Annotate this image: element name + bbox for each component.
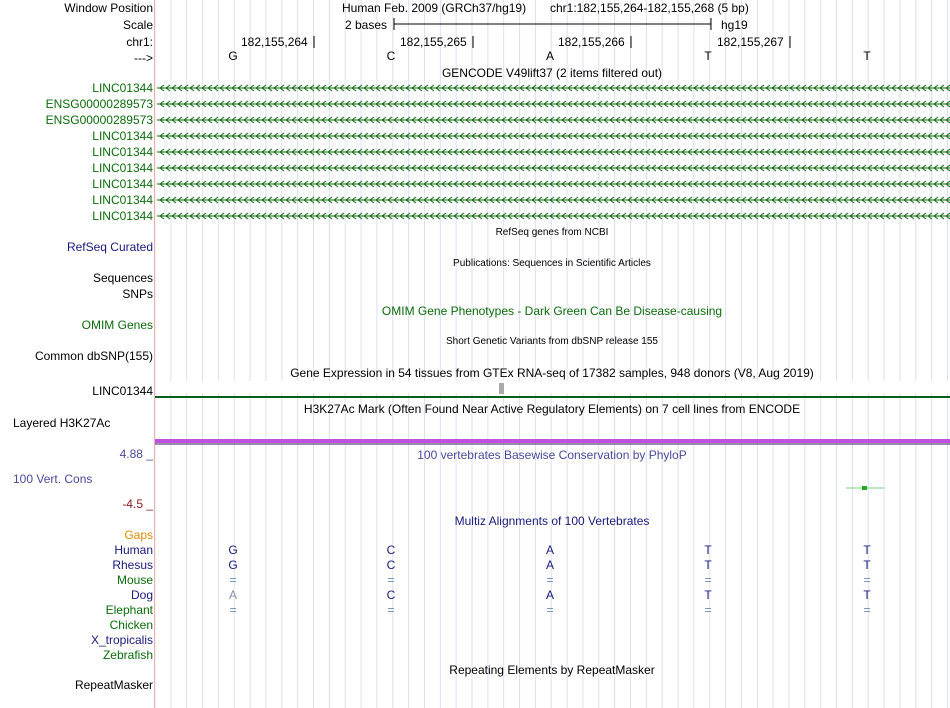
- alignment-base: T: [863, 543, 871, 557]
- snps-label[interactable]: SNPs: [122, 287, 153, 301]
- species-label[interactable]: Elephant: [105, 603, 153, 617]
- alignment-base: =: [229, 603, 237, 617]
- phylop-min: -4.5 _: [122, 497, 153, 511]
- alignment-base: =: [863, 603, 871, 617]
- scale-text: 2 bases: [345, 18, 388, 32]
- gene-label[interactable]: LINC01344: [92, 209, 153, 223]
- alignment-base: =: [704, 573, 712, 587]
- alignment-base: G: [228, 558, 238, 572]
- species-label[interactable]: X_tropicalis: [90, 633, 153, 647]
- coord-tick: 182,155,265: [400, 35, 467, 49]
- ref-base: T: [704, 49, 712, 63]
- coord-tick: 182,155,267: [717, 35, 784, 49]
- alignment-base: C: [386, 588, 396, 602]
- assembly-title: Human Feb. 2009 (GRCh37/hg19): [342, 1, 527, 15]
- alignment-base: C: [386, 558, 396, 572]
- omim-track-title[interactable]: OMIM Gene Phenotypes - Dark Green Can Be Disease-causing: [381, 304, 723, 318]
- alignment-base: C: [386, 543, 396, 557]
- gene-label[interactable]: ENSG00000289573: [45, 113, 153, 127]
- phylop-score-mark: [862, 486, 867, 490]
- scale-db: hg19: [721, 18, 748, 32]
- sequences-label[interactable]: Sequences: [92, 271, 153, 285]
- alignment-base: A: [545, 543, 555, 557]
- species-label[interactable]: Zebrafish: [102, 648, 153, 662]
- alignment-base: =: [704, 603, 712, 617]
- gtex-track-title[interactable]: Gene Expression in 54 tissues from GTEx RNA-seq of 17382 samples, 948 donors (V8, Aug 2019): [290, 366, 814, 380]
- phylop-track-title[interactable]: 100 vertebrates Basewise Conservation by PhyloP: [417, 448, 687, 462]
- phylop-label[interactable]: 100 Vert. Cons: [13, 472, 93, 486]
- alignment-base: T: [704, 588, 712, 602]
- alignment-base: =: [546, 573, 554, 587]
- gtex-gene-label[interactable]: LINC01344: [92, 384, 153, 398]
- ref-base: C: [386, 49, 396, 63]
- alignment-base: =: [229, 573, 237, 587]
- coord-tick: 182,155,266: [558, 35, 625, 49]
- chrom-label: chr1:: [126, 35, 153, 49]
- repeatmasker-track-title[interactable]: Repeating Elements by RepeatMasker: [449, 663, 655, 677]
- window-position-label: Window Position: [64, 1, 153, 15]
- species-label[interactable]: Dog: [130, 588, 153, 602]
- alignment-base: =: [546, 603, 554, 617]
- gtex-row-bg: [157, 381, 950, 393]
- ref-base: A: [545, 49, 555, 63]
- alignment-base: T: [863, 558, 871, 572]
- gtex-bar-marker: [499, 383, 504, 394]
- alignment-base: T: [863, 588, 871, 602]
- multiz-track-title[interactable]: Multiz Alignments of 100 Vertebrates: [454, 514, 650, 528]
- gene-label[interactable]: ENSG00000289573: [45, 97, 153, 111]
- scale-label: Scale: [122, 18, 153, 32]
- omim-label[interactable]: OMIM Genes: [81, 318, 153, 332]
- species-label[interactable]: Mouse: [116, 573, 153, 587]
- refseq-track-title[interactable]: RefSeq genes from NCBI: [495, 227, 609, 238]
- alignment-base: G: [228, 543, 238, 557]
- phylop-max: 4.88 _: [119, 447, 153, 461]
- alignment-base: A: [545, 588, 555, 602]
- alignment-base: A: [545, 558, 555, 572]
- ref-base: G: [228, 49, 238, 63]
- strand-label: --->: [134, 51, 153, 65]
- dbsnp-label[interactable]: Common dbSNP(155): [34, 349, 153, 363]
- alignment-base: =: [863, 573, 871, 587]
- coord-tick: 182,155,264: [241, 35, 308, 49]
- alignment-base: =: [387, 573, 395, 587]
- alignment-base: T: [704, 543, 712, 557]
- repeatmasker-label[interactable]: RepeatMasker: [74, 678, 153, 692]
- h3k27ac-signal: [155, 439, 950, 443]
- gene-label[interactable]: LINC01344: [92, 161, 153, 175]
- refseq-label[interactable]: RefSeq Curated: [66, 240, 153, 254]
- ref-base: T: [863, 49, 871, 63]
- gene-label[interactable]: LINC01344: [92, 193, 153, 207]
- gencode-track-title[interactable]: GENCODE V49lift37 (2 items filtered out): [441, 66, 663, 80]
- alignment-base: A: [228, 588, 238, 602]
- h3k27ac-label[interactable]: Layered H3K27Ac: [13, 416, 111, 430]
- h3k27ac-track-title[interactable]: H3K27Ac Mark (Often Found Near Active Regulatory Elements) on 7 cell lines from ENCODE: [303, 402, 801, 416]
- alignment-base: T: [704, 558, 712, 572]
- gaps-label[interactable]: Gaps: [124, 528, 153, 542]
- gene-label[interactable]: LINC01344: [92, 177, 153, 191]
- gene-label[interactable]: LINC01344: [92, 81, 153, 95]
- species-label[interactable]: Rhesus: [112, 558, 153, 572]
- dbsnp-track-title[interactable]: Short Genetic Variants from dbSNP release 155: [446, 336, 658, 347]
- gene-label[interactable]: LINC01344: [92, 145, 153, 159]
- alignment-base: =: [387, 603, 395, 617]
- gene-label[interactable]: LINC01344: [92, 129, 153, 143]
- publications-track-title[interactable]: Publications: Sequences in Scientific Articles: [453, 258, 651, 269]
- species-label[interactable]: Human: [114, 543, 153, 557]
- position-text: chr1:182,155,264-182,155,268 (5 bp): [550, 1, 749, 15]
- species-label[interactable]: Chicken: [109, 618, 153, 632]
